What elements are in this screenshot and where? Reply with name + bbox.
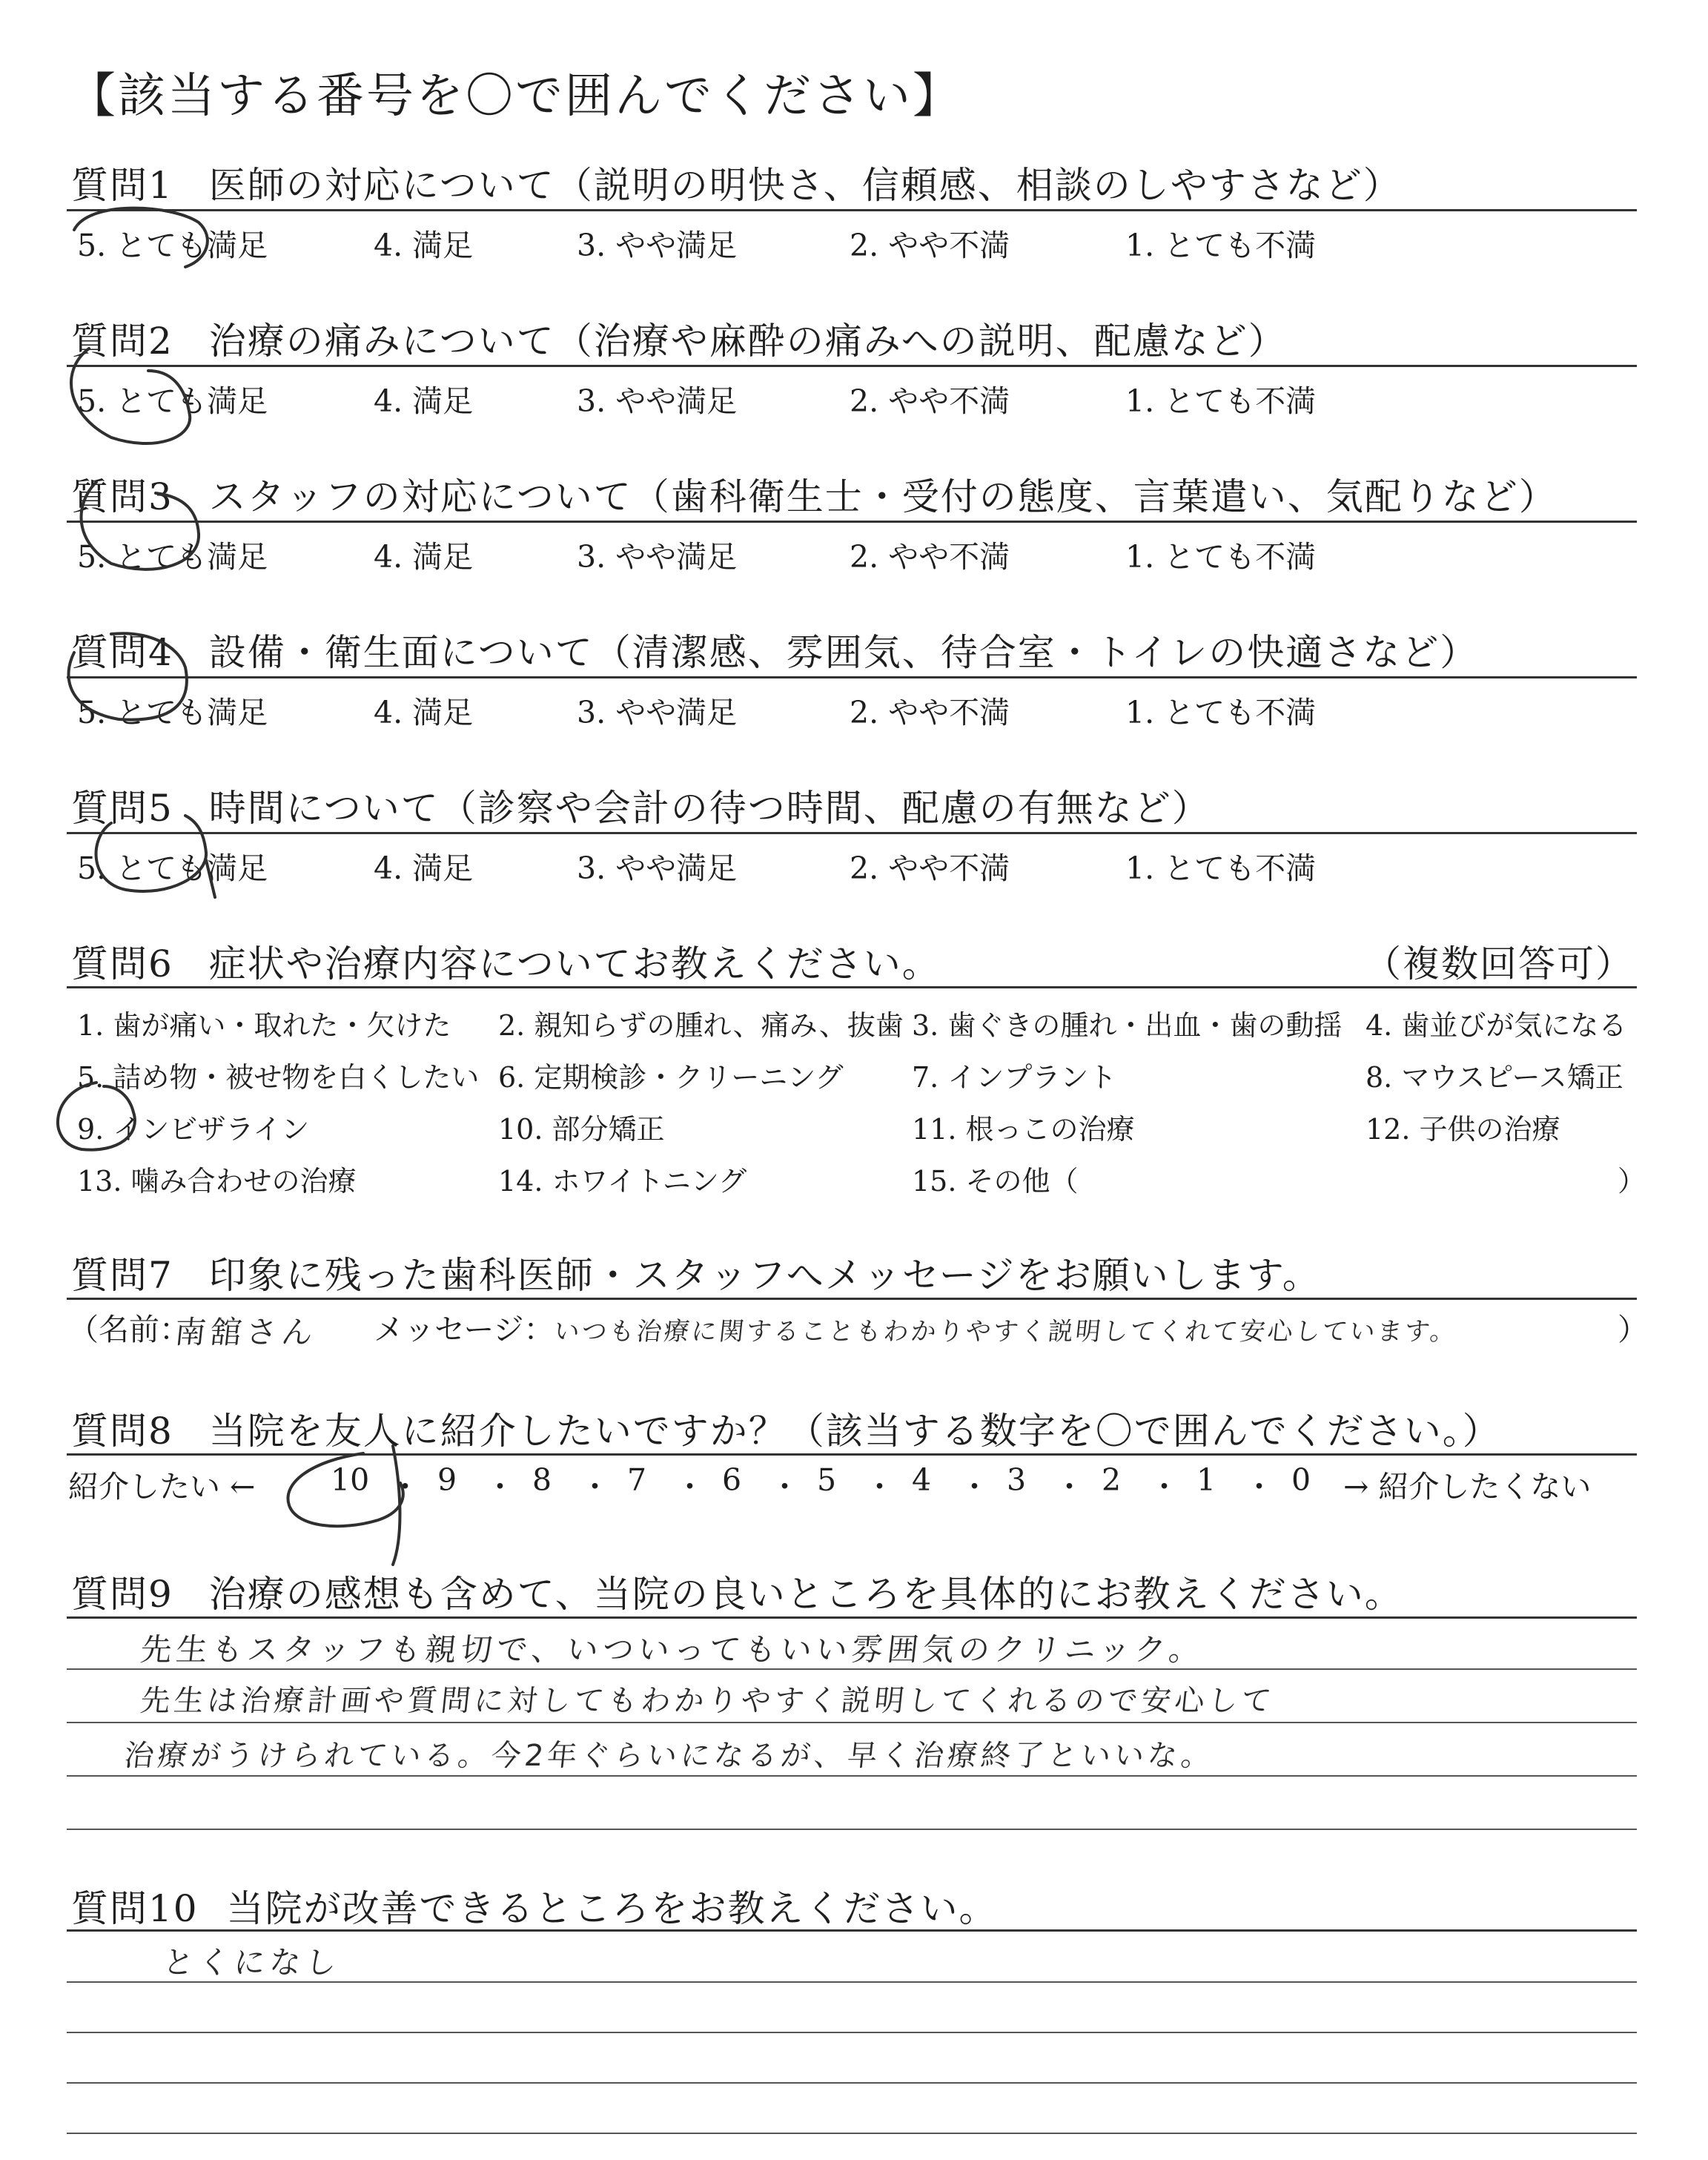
- q6-option-14[interactable]: 14. ホワイトニング: [498, 1165, 747, 1198]
- question-1-text: 医師の対応について（説明の明快さ、信頼感、相談のしやすさなど）: [208, 164, 1402, 207]
- answer-line: [67, 1722, 1637, 1723]
- q6-option-5[interactable]: 5. 詰め物・被せ物を白くしたい: [77, 1061, 480, 1094]
- q8-score-6[interactable]: 6: [722, 1462, 742, 1498]
- q8-score-8[interactable]: 8: [532, 1462, 552, 1498]
- q8-score-4[interactable]: 4: [912, 1462, 932, 1498]
- q5-option-4[interactable]: 4. 満足: [374, 851, 474, 886]
- question-3-rule: [67, 521, 1637, 523]
- q9-answer-line-2[interactable]: 先生は治療計画や質問に対してもわかりやすく説明してくれるので安心して: [139, 1684, 1277, 1718]
- question-6-label: 質問6: [71, 942, 173, 985]
- question-6-heading: [71, 934, 941, 988]
- q8-dot: ・: [959, 1469, 990, 1505]
- q3-option-5[interactable]: 5. とても満足: [77, 539, 268, 575]
- q8-dot: ・: [390, 1469, 420, 1505]
- q8-score-3[interactable]: 3: [1007, 1462, 1027, 1498]
- answer-line: [67, 2082, 1637, 2084]
- q2-option-2[interactable]: 2. やや不満: [850, 383, 1010, 419]
- q8-dot: ・: [1054, 1469, 1085, 1505]
- question-7-rule: [67, 1298, 1637, 1300]
- q8-dot: ・: [1149, 1469, 1179, 1505]
- q6-option-1[interactable]: 1. 歯が痛い・取れた・欠けた: [77, 1009, 451, 1042]
- q4-option-1[interactable]: 1. とても不満: [1125, 695, 1317, 730]
- q1-option-3[interactable]: 3. やや満足: [577, 228, 738, 263]
- q7-name-prefix: （名前：: [68, 1312, 190, 1347]
- q4-option-2[interactable]: 2. やや不満: [850, 695, 1010, 730]
- question-9-heading: [71, 1565, 1403, 1618]
- q8-dot: ・: [485, 1469, 515, 1505]
- question-8-heading: [71, 1401, 1501, 1455]
- q1-option-4[interactable]: 4. 満足: [374, 228, 474, 263]
- q8-score-10[interactable]: 10: [331, 1462, 370, 1498]
- question-1-heading: [71, 156, 1402, 209]
- q2-option-5[interactable]: 5. とても満足: [77, 383, 268, 419]
- q6-option-13[interactable]: 13. 噛み合わせの治療: [77, 1165, 357, 1198]
- q3-option-2[interactable]: 2. やや不満: [850, 539, 1010, 575]
- q5-option-1[interactable]: 1. とても不満: [1125, 851, 1317, 886]
- q7-close-paren: ）: [1618, 1312, 1648, 1347]
- question-3-label: 質問3: [71, 475, 173, 518]
- question-7-label: 質問7: [71, 1254, 173, 1297]
- question-2-heading: [71, 311, 1287, 365]
- q5-option-5[interactable]: 5. とても満足: [77, 851, 268, 886]
- q4-option-5[interactable]: 5. とても満足: [77, 695, 268, 730]
- q6-option-7[interactable]: 7. インプラント: [912, 1061, 1117, 1094]
- question-6-text: 症状や治療内容についてお教えください。: [208, 942, 941, 985]
- q8-score-7[interactable]: 7: [627, 1462, 647, 1498]
- question-8-text: 当院を友人に紹介したいですか？（該当する数字を〇で囲んでください。）: [208, 1410, 1501, 1453]
- q8-score-5[interactable]: 5: [817, 1462, 837, 1498]
- q6-option-8[interactable]: 8. マウスピース矯正: [1366, 1061, 1623, 1094]
- question-10-heading: [71, 1879, 998, 1932]
- q7-message-value[interactable]: いつも治療に関することもわかりやすく説明してくれて安心しています。: [552, 1317, 1460, 1347]
- q9-answer-line-1[interactable]: 先生もスタッフも親切で、いついってもいい雰囲気のクリニック。: [139, 1631, 1207, 1668]
- question-5-text: 時間について（診察や会計の待つ時間、配慮の有無など）: [208, 787, 1211, 830]
- q3-option-4[interactable]: 4. 満足: [374, 539, 474, 575]
- q2-option-1[interactable]: 1. とても不満: [1125, 383, 1317, 419]
- q6-option-4[interactable]: 4. 歯並びが気になる: [1366, 1009, 1627, 1042]
- q6-option-12[interactable]: 12. 子供の治療: [1366, 1113, 1560, 1146]
- q6-option-6[interactable]: 6. 定期検診・クリーニング: [498, 1061, 844, 1094]
- question-6-note: （複数回答可）: [1364, 942, 1634, 985]
- question-9-rule: [67, 1616, 1637, 1619]
- q7-message-prefix: メッセージ：: [374, 1312, 555, 1347]
- question-3-text: スタッフの対応について（歯科衛生士・受付の態度、言葉遣い、気配りなど）: [208, 475, 1558, 518]
- question-7-text: 印象に残った歯科医師・スタッフへメッセージをお願いします。: [208, 1254, 1321, 1297]
- q8-score-1[interactable]: 1: [1196, 1462, 1217, 1498]
- q2-option-4[interactable]: 4. 満足: [374, 383, 474, 419]
- q4-option-3[interactable]: 3. やや満足: [577, 695, 738, 730]
- q1-option-2[interactable]: 2. やや不満: [850, 228, 1010, 263]
- q1-option-5[interactable]: 5. とても満足: [77, 228, 268, 263]
- question-4-rule: [67, 676, 1637, 678]
- question-8-label: 質問8: [71, 1410, 173, 1453]
- question-8-rule: [67, 1453, 1637, 1456]
- q7-name-value[interactable]: 南舘さん: [173, 1314, 320, 1350]
- q6-other-close-paren: ）: [1618, 1165, 1646, 1198]
- q6-option-9[interactable]: 9. インビザライン: [77, 1113, 310, 1146]
- q10-answer[interactable]: とくになし: [161, 1944, 343, 1981]
- q5-option-3[interactable]: 3. やや満足: [577, 851, 738, 886]
- question-10-text: 当院が改善できるところをお教えください。: [226, 1887, 998, 1930]
- q8-score-0[interactable]: 0: [1291, 1462, 1311, 1498]
- answer-line: [67, 1829, 1637, 1830]
- q8-right-label: → 紹介したくない: [1343, 1469, 1592, 1505]
- q8-dot: ・: [1244, 1469, 1274, 1505]
- q6-option-3[interactable]: 3. 歯ぐきの腫れ・出血・歯の動揺: [912, 1009, 1343, 1042]
- question-2-label: 質問2: [71, 320, 173, 363]
- q6-option-2[interactable]: 2. 親知らずの腫れ、痛み、抜歯: [498, 1009, 904, 1042]
- question-10-label: 質問10: [71, 1887, 199, 1930]
- question-5-rule: [67, 832, 1637, 834]
- q5-option-2[interactable]: 2. やや不満: [850, 851, 1010, 886]
- question-5-heading: [71, 779, 1211, 832]
- q8-score-9[interactable]: 9: [437, 1462, 457, 1498]
- question-5-label: 質問5: [71, 787, 173, 830]
- q6-option-15[interactable]: 15. その他（: [912, 1165, 1079, 1198]
- question-1-rule: [67, 209, 1637, 211]
- answer-line: [67, 2133, 1637, 2134]
- question-4-label: 質問4: [71, 631, 173, 674]
- question-4-heading: [71, 623, 1478, 676]
- q4-option-4[interactable]: 4. 満足: [374, 695, 474, 730]
- question-2-rule: [67, 365, 1637, 367]
- q8-dot: ・: [580, 1469, 610, 1505]
- q8-dot: ・: [864, 1469, 895, 1505]
- survey-title: 【該当する番号を〇で囲んでください】: [68, 69, 962, 124]
- q1-option-1[interactable]: 1. とても不満: [1125, 228, 1317, 263]
- question-10-rule: [67, 1929, 1637, 1932]
- q3-option-1[interactable]: 1. とても不満: [1125, 539, 1317, 575]
- q9-answer-line-3[interactable]: 治療がうけられている。今2年ぐらいになるが、早く治療終了といいな。: [122, 1739, 1217, 1773]
- answer-line: [67, 2032, 1637, 2033]
- question-4-text: 設備・衛生面について（清潔感、雰囲気、待合室・トイレの快適さなど）: [208, 631, 1479, 674]
- q3-option-3[interactable]: 3. やや満足: [577, 539, 738, 575]
- question-1-label: 質問1: [71, 164, 173, 207]
- question-9-label: 質問9: [71, 1573, 173, 1616]
- question-3-heading: [71, 467, 1558, 521]
- q8-dot: ・: [769, 1469, 800, 1505]
- q2-option-3[interactable]: 3. やや満足: [577, 383, 738, 419]
- question-9-text: 治療の感想も含めて、当院の良いところを具体的にお教えください。: [208, 1573, 1403, 1616]
- q6-option-11[interactable]: 11. 根っこの治療: [912, 1113, 1135, 1146]
- q8-score-2[interactable]: 2: [1102, 1462, 1122, 1498]
- answer-line: [67, 1775, 1637, 1777]
- q8-left-label: 紹介したい ←: [68, 1469, 256, 1505]
- question-2-text: 治療の痛みについて（治療や麻酔の痛みへの説明、配慮など）: [208, 320, 1287, 363]
- q8-dot: ・: [675, 1469, 705, 1505]
- question-6-rule: [67, 986, 1637, 988]
- q6-option-10[interactable]: 10. 部分矯正: [498, 1113, 665, 1146]
- question-7-heading: [71, 1246, 1321, 1299]
